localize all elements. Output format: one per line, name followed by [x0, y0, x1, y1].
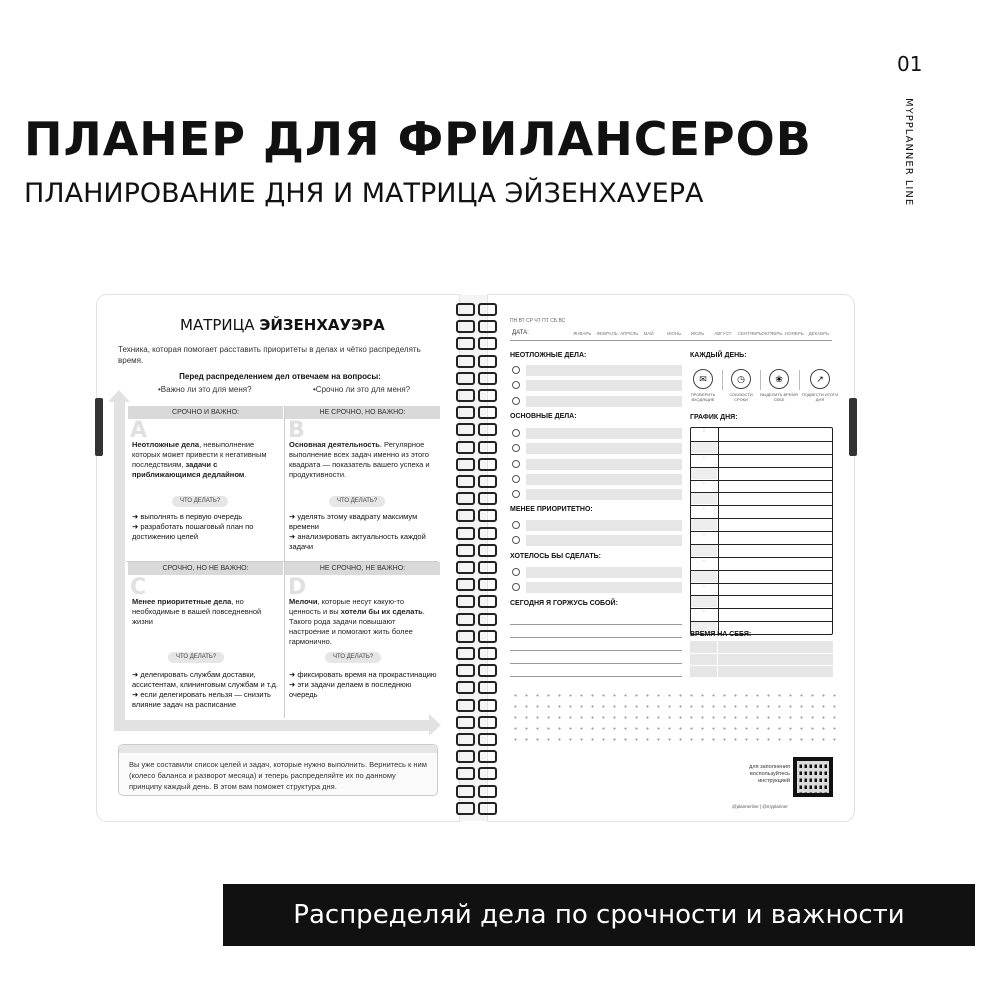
quadrant-d: [285, 562, 440, 575]
task-checkbox[interactable]: [512, 583, 520, 591]
schedule-row-line: [691, 492, 832, 493]
schedule-row-line: [691, 595, 832, 596]
spiral-ring: [454, 716, 496, 726]
urgent-tasks-label: НЕОТЛОЖНЫЕ ДЕЛА:: [510, 352, 587, 359]
me-time-row-line: [690, 653, 833, 654]
spiral-ring: [454, 303, 496, 313]
every-day-label: КАЖДЫЙ ДЕНЬ:: [690, 352, 747, 359]
task-field[interactable]: [526, 474, 682, 485]
proud-line-4: [510, 663, 682, 664]
quadrant-c-heading: СРОЧНО, НО НЕ ВАЖНО:: [128, 562, 283, 575]
footer-handles: @plannerline | @myplanner: [732, 804, 788, 809]
quadrant-c-action-2: ➜ если делегировать нельзя — снизить влияние задач на расписание: [132, 690, 271, 709]
schedule-row-line: [691, 441, 832, 442]
quadrant-b-action-1: ➜ уделять этому квадрату максимум времени: [289, 512, 418, 531]
task-row[interactable]: [512, 365, 682, 376]
matrix-title: [180, 316, 385, 334]
quadrant-a: [128, 406, 283, 419]
quadrant-a-description: [132, 440, 277, 480]
spiral-ring: [454, 595, 496, 605]
bottom-banner: [223, 884, 975, 946]
task-checkbox[interactable]: [512, 475, 520, 483]
matrix-title-light: МАТРИЦА: [180, 316, 260, 334]
dot-grid-notes: [510, 690, 840, 745]
task-row[interactable]: [512, 474, 682, 485]
page-subtitle: ПЛАНИРОВАНИЕ ДНЯ И МАТРИЦА ЭЙЗЕНХАУЕРА: [24, 178, 704, 209]
schedule-row-line: [691, 467, 832, 468]
quadrant-a-action-2: ➜ разработать пошаговый план по достижению целей: [132, 522, 254, 541]
schedule-time-slot[interactable]: :: [703, 479, 705, 486]
spiral-ring: [454, 458, 496, 468]
quadrant-b-actions: [289, 512, 434, 552]
spiral-ring: [454, 681, 496, 691]
daily-item-summary: ПОДВЕСТИ ИТОГИ ДНЯ: [801, 392, 839, 402]
quadrant-a-what-to-do: ЧТО ДЕЛАТЬ?: [172, 496, 228, 507]
month-label: АВГУСТ: [714, 331, 732, 336]
spiral-ring: [454, 767, 496, 777]
task-checkbox[interactable]: [512, 397, 520, 405]
spiral-ring: [454, 802, 496, 812]
task-checkbox[interactable]: [512, 381, 520, 389]
chart-icon: ↗: [810, 369, 830, 389]
quadrant-a-heading: СРОЧНО И ВАЖНО:: [128, 406, 283, 419]
page-number: 01: [897, 52, 923, 76]
weekday-row: ПН ВТ СР ЧТ ПТ СБ ВС: [510, 318, 566, 324]
schedule-time-slot[interactable]: :: [703, 556, 705, 563]
quadrant-a-letter: A: [130, 418, 148, 443]
structure-note-text: Вы уже составили список целей и задач, которые нужно выполнить. Вернитесь к ним (колесо баланса и разворот месяца) и теперь распределяйте их по данному принципу каждый день. В этом вам поможет структура дня.: [129, 760, 427, 791]
banner-text: Распределяй дела по срочности и важности: [293, 900, 905, 930]
month-label: ДЕКАБРЬ: [808, 331, 830, 336]
task-field[interactable]: [526, 459, 682, 470]
month-label: МАЙ: [643, 331, 654, 336]
want-to-do-label: ХОТЕЛОСЬ БЫ СДЕЛАТЬ:: [510, 553, 601, 560]
task-field[interactable]: [526, 582, 682, 593]
spiral-ring: [454, 337, 496, 347]
spiral-ring: [454, 509, 496, 519]
schedule-row-line: [691, 544, 832, 545]
schedule-time-slot[interactable]: :: [703, 531, 705, 537]
schedule-time-slot[interactable]: :: [703, 505, 705, 512]
qr-code: [793, 757, 833, 797]
quadrant-d-text-2: . Такого рода задачи повышают настроение и помогают жить более гармонично.: [289, 607, 425, 646]
quadrant-a-bold-1: Неотложные дела: [132, 440, 200, 449]
spiral-ring: [454, 578, 496, 588]
spiral-ring: [454, 355, 496, 365]
right-page-tab: [849, 398, 857, 456]
quadrant-c-text-1: , но необходимые в вашей повседневной жизни: [132, 597, 262, 626]
note-window-bar: [119, 745, 437, 753]
spiral-ring: [454, 475, 496, 485]
matrix-intro: Техника, которая помогает расставить приоритеты в делах и чётко распределять время.: [118, 345, 421, 365]
quadrant-c-action-1: ➜ делегировать службам доставки, ассистентам, клининговым службам и т.д.: [132, 670, 278, 689]
month-label: АПРЕЛЬ: [620, 331, 639, 336]
me-time-row-line: [690, 665, 833, 666]
quadrant-d-text-1: , которые несут какую-то ценность и вы: [289, 597, 405, 616]
quadrant-d-letter: D: [288, 575, 307, 600]
questions-heading: Перед распределением дел отвечаем на вопросы:: [179, 372, 381, 381]
quadrant-c-description: [132, 597, 277, 627]
task-row[interactable]: [512, 520, 682, 531]
task-checkbox[interactable]: [512, 536, 520, 544]
task-row[interactable]: [512, 459, 682, 470]
quadrant-c-letter: C: [130, 575, 147, 600]
me-time-box: [690, 641, 833, 677]
question-urgent: •Срочно ли это для меня?: [313, 385, 411, 394]
task-row[interactable]: [512, 582, 682, 593]
task-field[interactable]: [526, 489, 682, 500]
task-field[interactable]: [526, 535, 682, 546]
quadrant-b-action-2: ➜ анализировать актуальность каждой задачи: [289, 532, 426, 551]
quadrant-b-heading: НЕ СРОЧНО, НО ВАЖНО:: [285, 406, 440, 419]
task-row[interactable]: [512, 489, 682, 500]
brand-label: MYPPLANNER LINE: [903, 98, 914, 207]
task-checkbox[interactable]: [512, 568, 520, 576]
schedule-time-slot[interactable]: :: [703, 582, 705, 589]
task-checkbox[interactable]: [512, 429, 520, 437]
schedule-label: ГРАФИК ДНЯ:: [690, 414, 738, 421]
month-label: СЕНТЯБРЬ: [737, 331, 763, 336]
schedule-time-slot[interactable]: :: [703, 428, 705, 434]
quadrant-b-text-1: . Регулярное выполнение всех задач именно из этого квадрата — показатель вашего успеха и продуктивности.: [289, 440, 430, 479]
quadrant-d-bold-2: хотели бы их сделать: [340, 607, 423, 616]
task-field[interactable]: [526, 380, 682, 391]
task-checkbox[interactable]: [512, 460, 520, 468]
month-label: ИЮНЬ: [667, 331, 682, 336]
task-checkbox[interactable]: [512, 444, 520, 452]
question-important: •Важно ли это для меня?: [158, 385, 252, 394]
schedule-row-line: [691, 570, 832, 571]
date-line: [510, 340, 832, 341]
qr-caption: для заполнения воспользуйтесь инструкцией: [749, 764, 790, 784]
task-checkbox[interactable]: [512, 521, 520, 529]
me-time-label: ВРЕМЯ НА СЕБЯ:: [690, 631, 752, 638]
main-tasks-label: ОСНОВНЫЕ ДЕЛА:: [510, 413, 577, 420]
spiral-ring: [454, 613, 496, 623]
spiral-ring: [454, 544, 496, 554]
task-field[interactable]: [526, 520, 682, 531]
daily-item-self-time: ВЫДЕЛИТЬ ВРЕМЯ СЕБЕ: [760, 392, 798, 402]
task-field[interactable]: [526, 443, 682, 454]
quadrant-b: [285, 406, 440, 419]
spiral-ring: [454, 372, 496, 382]
month-label: НОЯБРЬ: [784, 331, 804, 336]
spiral-ring: [454, 389, 496, 399]
month-label: ЯНВАРЬ: [573, 331, 592, 336]
spiral-ring: [454, 699, 496, 709]
spiral-ring: [454, 492, 496, 502]
quadrant-b-bold-1: Основная деятельность: [289, 440, 380, 449]
date-label: ДАТА:: [512, 330, 529, 336]
quadrant-b-what-to-do: ЧТО ДЕЛАТЬ?: [329, 496, 385, 507]
quadrant-c: [128, 562, 283, 575]
quadrant-a-action-1: ➜ выполнять в первую очередь: [132, 512, 243, 521]
icon-separator: [799, 370, 800, 390]
task-field[interactable]: [526, 428, 682, 439]
quadrant-b-letter: B: [288, 418, 305, 443]
spiral-ring: [454, 733, 496, 743]
spiral-ring: [454, 647, 496, 657]
proud-of-myself-label: СЕГОДНЯ Я ГОРЖУСЬ СОБОЙ:: [510, 600, 618, 607]
task-checkbox[interactable]: [512, 490, 520, 498]
task-row[interactable]: [512, 428, 682, 439]
task-row[interactable]: [512, 567, 682, 578]
task-row[interactable]: [512, 396, 682, 407]
quadrant-d-description: [289, 597, 437, 647]
spiral-ring: [454, 630, 496, 640]
schedule-row-line: [691, 518, 832, 519]
task-field[interactable]: [526, 567, 682, 578]
quadrant-d-heading: НЕ СРОЧНО, НЕ ВАЖНО:: [285, 562, 440, 575]
daily-item-inbox: ПРОВЕРИТЬ ВХОДЯЩИЕ: [690, 392, 716, 402]
matrix-title-bold: ЭЙЗЕНХАУЭРА: [259, 316, 385, 334]
spiral-binding: [454, 303, 496, 815]
lotus-icon: ❀: [769, 369, 789, 389]
quadrant-c-actions: [132, 670, 280, 710]
mail-icon: ✉: [693, 369, 713, 389]
spiral-ring: [454, 406, 496, 416]
me-time-divider: [717, 641, 718, 677]
task-field[interactable]: [526, 396, 682, 407]
spiral-ring: [454, 750, 496, 760]
task-row[interactable]: [512, 443, 682, 454]
spiral-ring: [454, 423, 496, 433]
proud-line-2: [510, 637, 682, 638]
month-label: ИЮЛЬ: [690, 331, 705, 336]
left-page-tab: [95, 398, 103, 456]
spiral-ring: [454, 664, 496, 674]
quadrant-b-description: [289, 440, 434, 480]
spiral-ring: [454, 320, 496, 330]
proud-line-5: [510, 676, 682, 677]
proud-line-3: [510, 650, 682, 651]
less-priority-label: МЕНЕЕ ПРИОРИТЕТНО:: [510, 506, 593, 513]
daily-item-deadlines: СОБЛЮСТИ СРОКИ: [729, 392, 753, 402]
clock-icon: ◷: [731, 369, 751, 389]
schedule-time-slot[interactable]: :: [703, 453, 705, 460]
spiral-ring: [454, 561, 496, 571]
spiral-ring: [454, 527, 496, 537]
task-row[interactable]: [512, 535, 682, 546]
importance-axis-arrow: [114, 400, 125, 720]
schedule-time-slot[interactable]: :: [703, 608, 705, 615]
urgency-axis-arrow: [114, 720, 429, 731]
page-title: ПЛАНЕР ДЛЯ ФРИЛАНСЕРОВ: [24, 112, 812, 166]
quadrant-d-action-2: ➜ эти задачи делаем в последнюю очередь: [289, 680, 412, 699]
task-checkbox[interactable]: [512, 366, 520, 374]
quadrant-a-bold-2: задачи с приближающимся дедлайном: [132, 460, 245, 479]
proud-line-1: [510, 624, 682, 625]
quadrant-d-what-to-do: ЧТО ДЕЛАТЬ?: [325, 652, 381, 663]
quadrant-a-actions: [132, 512, 277, 542]
quadrant-d-actions: [289, 670, 437, 700]
quadrant-d-bold-1: Мелочи: [289, 597, 318, 606]
icon-separator: [722, 370, 723, 390]
quadrant-d-action-1: ➜ фиксировать время на прокрастинацию: [289, 670, 437, 679]
month-label: ОКТЯБРЬ: [761, 331, 783, 336]
quadrant-c-bold-1: Менее приоритетные дела: [132, 597, 232, 606]
task-field[interactable]: [526, 365, 682, 376]
task-row[interactable]: [512, 380, 682, 391]
quadrant-a-text-1: , невыполнение которых может привести к негативным последствиям,: [132, 440, 267, 469]
quadrant-c-what-to-do: ЧТО ДЕЛАТЬ?: [168, 652, 224, 663]
spiral-ring: [454, 785, 496, 795]
schedule-row-line: [691, 621, 832, 622]
structure-note-window: [118, 744, 438, 796]
spiral-ring: [454, 441, 496, 451]
icon-separator: [760, 370, 761, 390]
month-label: ФЕВРАЛЬ: [596, 331, 618, 336]
quadrant-a-text-2: .: [244, 470, 247, 479]
